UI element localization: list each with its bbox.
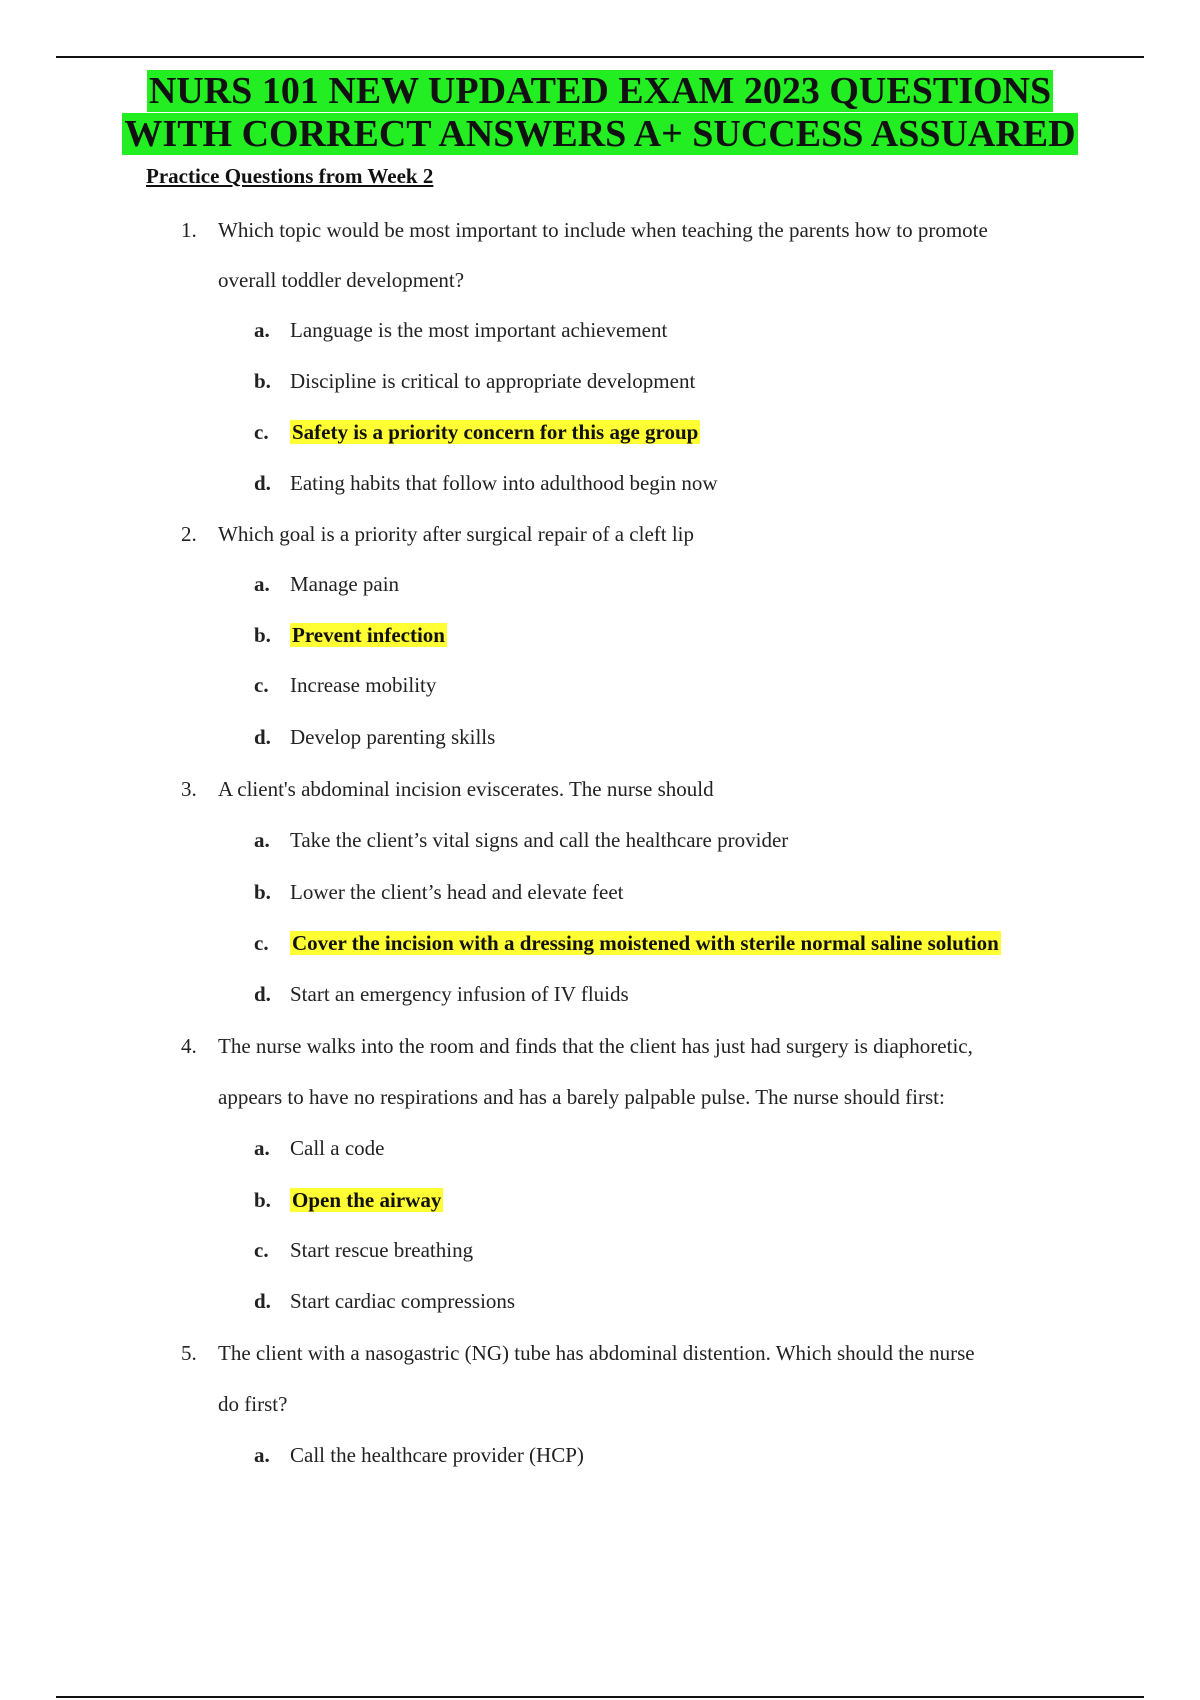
title-line-1: NURS 101 NEW UPDATED EXAM 2023 QUESTIONS xyxy=(148,70,1052,112)
title-line-2: WITH CORRECT ANSWERS A+ SUCCESS ASSUARED xyxy=(124,113,1076,155)
option-letter: c. xyxy=(254,1238,269,1262)
option-text: Language is the most important achievement xyxy=(290,318,668,342)
option-text: Start cardiac compressions xyxy=(290,1289,516,1313)
question-text: appears to have no respirations and has a barely palpable pulse. The nurse should first: xyxy=(218,1085,945,1109)
option-letter: b. xyxy=(254,1188,271,1212)
option-letter: a. xyxy=(254,1136,270,1160)
bottom-rule xyxy=(56,1696,1144,1698)
question-text: The nurse walks into the room and finds that the client has just had surgery is diaphoretic, xyxy=(218,1034,973,1058)
question-number: 5. xyxy=(181,1341,197,1365)
option-text: Call a code xyxy=(290,1136,385,1160)
option-text: Call the healthcare provider (HCP) xyxy=(290,1443,584,1467)
option-text: Increase mobility xyxy=(290,673,437,697)
option-letter: d. xyxy=(254,982,271,1006)
option-letter: c. xyxy=(254,420,269,444)
option-letter: b. xyxy=(254,623,271,647)
option-letter: c. xyxy=(254,931,269,955)
option-letter: a. xyxy=(254,572,270,596)
correct-answer-highlight: Cover the incision with a dressing moistened with sterile normal saline solution xyxy=(292,931,999,955)
question-text: do first? xyxy=(218,1392,288,1416)
correct-answer-highlight: Prevent infection xyxy=(292,623,445,647)
question-text: The client with a nasogastric (NG) tube has abdominal distention. Which should the nurse xyxy=(218,1341,975,1365)
option-letter: b. xyxy=(254,880,271,904)
option-letter: c. xyxy=(254,673,269,697)
question-text: A client's abdominal incision eviscerates. The nurse should xyxy=(218,777,714,801)
correct-answer-highlight: Open the airway xyxy=(292,1188,442,1212)
question-text: overall toddler development? xyxy=(218,268,465,292)
top-rule xyxy=(56,56,1144,58)
question-number: 3. xyxy=(181,777,197,801)
option-text: Take the client’s vital signs and call the healthcare provider xyxy=(290,828,789,852)
option-letter: d. xyxy=(254,471,271,495)
option-letter: b. xyxy=(254,369,271,393)
option-letter: a. xyxy=(254,828,270,852)
option-text: Manage pain xyxy=(290,572,400,596)
option-text: Discipline is critical to appropriate development xyxy=(290,369,696,393)
question-text: Which goal is a priority after surgical repair of a cleft lip xyxy=(218,522,695,546)
question-number: 1. xyxy=(181,218,197,242)
option-text: Start rescue breathing xyxy=(290,1238,474,1262)
question-number: 4. xyxy=(181,1034,197,1058)
question-number: 2. xyxy=(181,522,197,546)
option-letter: d. xyxy=(254,1289,271,1313)
section-heading: Practice Questions from Week 2 xyxy=(146,164,434,188)
document-title xyxy=(0,70,1200,156)
option-text: Develop parenting skills xyxy=(290,725,496,749)
option-text: Lower the client’s head and elevate feet xyxy=(290,880,624,904)
correct-answer-highlight: Safety is a priority concern for this age group xyxy=(292,420,699,444)
option-letter: a. xyxy=(254,318,270,342)
option-text: Start an emergency infusion of IV fluids xyxy=(290,982,629,1006)
option-letter: d. xyxy=(254,725,271,749)
option-text: Eating habits that follow into adulthood begin now xyxy=(290,471,718,495)
question-text: Which topic would be most important to include when teaching the parents how to promote xyxy=(218,218,988,242)
option-letter: a. xyxy=(254,1443,270,1467)
